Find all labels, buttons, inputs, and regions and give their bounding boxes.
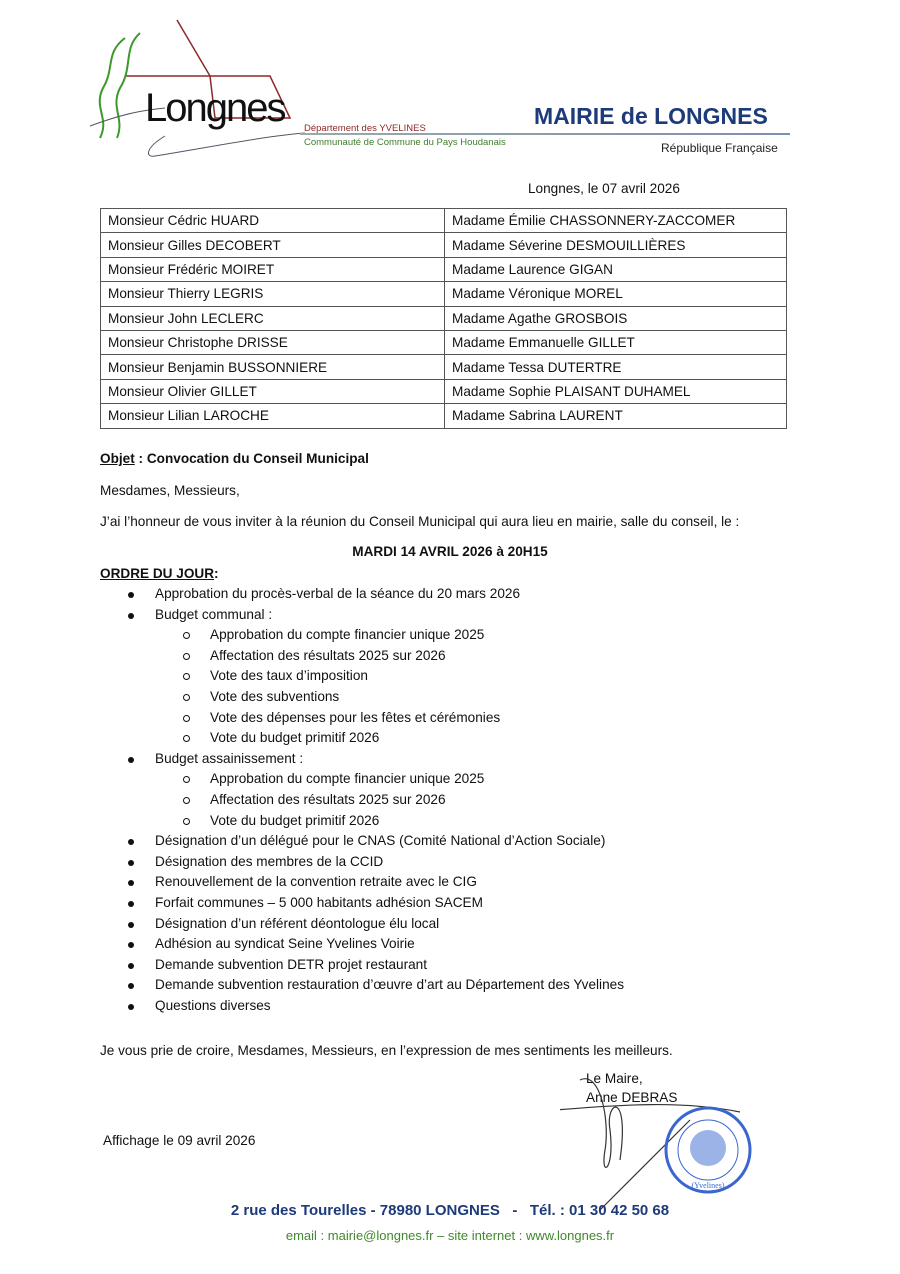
agenda-item (100, 584, 820, 605)
recipient-row (101, 379, 787, 403)
agenda-item-text: Questions diverses (155, 997, 271, 1013)
agenda-item (100, 666, 820, 687)
agenda-item-text: Renouvellement de la convention retraite avec le CIG (155, 874, 477, 890)
closing-text: Je vous prie de croire, Mesdames, Messieurs, en l’expression de mes sentiments les meilleurs. (100, 1043, 673, 1058)
agenda-list (100, 584, 820, 1016)
agenda-title-text: ORDRE DU JOUR (100, 566, 215, 581)
agenda-item-text: Budget communal : (155, 606, 273, 622)
svg-text:(Yvelines): (Yvelines) (691, 1181, 725, 1190)
recipient-monsieur: Monsieur John LECLERC (101, 306, 445, 330)
bullet-icon (128, 839, 134, 845)
recipient-monsieur: Monsieur Frédéric MOIRET (101, 257, 445, 281)
agenda-item-text: Désignation d’un délégué pour le CNAS (Comité National d’Action Sociale) (155, 833, 606, 849)
logo-wordmark: Longnes (145, 86, 285, 130)
signature-name: Anne DEBRAS (586, 1090, 678, 1105)
recipient-row (101, 257, 787, 281)
recipient-madame: Madame Emmanuelle GILLET (445, 330, 787, 354)
agenda-item-text: Approbation du procès-verbal de la séance du 20 mars 2026 (155, 586, 521, 601)
department-label: Département des YVELINES (304, 123, 426, 134)
agenda-item (100, 831, 820, 852)
subject-text: : Convocation du Conseil Municipal (134, 451, 369, 466)
bullet-icon (128, 922, 134, 928)
recipient-madame: Madame Laurence GIGAN (445, 257, 787, 281)
agenda-item-text: Vote du budget primitif 2026 (210, 812, 380, 828)
agenda-item (100, 893, 820, 914)
agenda-title (100, 566, 219, 581)
community-label: Communauté de Commune du Pays Houdanais (304, 137, 506, 148)
recipient-row (101, 404, 787, 428)
signature-role: Le Maire, (586, 1071, 643, 1086)
agenda-title-colon: : (214, 566, 219, 581)
agenda-item (100, 749, 820, 770)
agenda-item (100, 955, 820, 976)
agenda-item-text: Budget assainissement : (155, 750, 304, 766)
salutation: Mesdames, Messieurs, (100, 483, 240, 498)
agenda-item-text: Affectation des résultats 2025 sur 2026 (210, 647, 446, 663)
recipient-madame: Madame Véronique MOREL (445, 282, 787, 306)
letter-date: Longnes, le 07 avril 2026 (528, 181, 680, 196)
recipient-madame: Madame Tessa DUTERTRE (445, 355, 787, 379)
circle-bullet-icon (183, 735, 190, 742)
agenda-item (100, 872, 820, 893)
recipients-table (100, 208, 787, 429)
recipient-monsieur: Monsieur Olivier GILLET (101, 379, 445, 403)
bullet-icon (128, 880, 134, 886)
agenda-item (100, 975, 820, 996)
agenda-item (100, 708, 820, 729)
recipient-monsieur: Monsieur Christophe DRISSE (101, 330, 445, 354)
recipient-row (101, 282, 787, 306)
footer-address: 2 rue des Tourelles - 78980 LONGNES - Tél. : 01 30 42 50 68 (230, 1202, 670, 1219)
meeting-date: MARDI 14 AVRIL 2026 à 20H15 (352, 544, 548, 559)
agenda-item (100, 852, 820, 873)
circle-bullet-icon (183, 776, 190, 783)
agenda-item (100, 728, 820, 749)
agenda-item (100, 687, 820, 708)
recipient-row (101, 330, 787, 354)
recipient-row (101, 355, 787, 379)
agenda-item-text: Forfait communes – 5 000 habitants adhésion SACEM (155, 894, 483, 910)
recipient-madame: Madame Séverine DESMOUILLIÈRES (445, 233, 787, 257)
recipient-madame: Madame Émilie CHASSONNERY-ZACCOMER (445, 209, 787, 233)
agenda-item (100, 811, 820, 832)
recipient-madame: Madame Sophie PLAISANT DUHAMEL (445, 379, 787, 403)
bullet-icon (128, 592, 134, 598)
circle-bullet-icon (183, 632, 190, 639)
agenda-item-text: Approbation du compte financier unique 2025 (210, 771, 485, 787)
circle-bullet-icon (183, 694, 190, 701)
agenda-item (100, 605, 820, 626)
mairie-title: MAIRIE de LONGNES (534, 103, 768, 129)
circle-bullet-icon (183, 653, 190, 660)
agenda-item (100, 790, 820, 811)
bullet-icon (128, 860, 134, 866)
posting-date: Affichage le 09 avril 2026 (103, 1133, 256, 1148)
recipient-monsieur: Monsieur Cédric HUARD (101, 209, 445, 233)
agenda-item-text: Demande subvention restauration d’œuvre d’art au Département des Yvelines (155, 977, 624, 993)
recipient-monsieur: Monsieur Lilian LAROCHE (101, 404, 445, 428)
bullet-icon (128, 1004, 134, 1010)
subject-line (100, 451, 369, 466)
recipient-monsieur: Monsieur Gilles DECOBERT (101, 233, 445, 257)
recipient-row (101, 306, 787, 330)
agenda-item (100, 914, 820, 935)
agenda-item (100, 769, 820, 790)
recipient-row (101, 209, 787, 233)
agenda-item (100, 646, 820, 667)
circle-bullet-icon (183, 673, 190, 680)
bullet-icon (128, 901, 134, 907)
footer-contact: email : mairie@longnes.fr – site internet : www.longnes.fr (285, 1228, 615, 1243)
agenda-item-text: Demande subvention DETR projet restaurant (155, 956, 428, 972)
recipient-row (101, 233, 787, 257)
recipient-madame: Madame Agathe GROSBOIS (445, 306, 787, 330)
agenda-item-text: Affectation des résultats 2025 sur 2026 (210, 791, 446, 807)
invitation-text: J’ai l’honneur de vous inviter à la réunion du Conseil Municipal qui aura lieu en mairie, salle du conseil, le : (100, 514, 740, 529)
agenda-item-text: Vote des taux d’imposition (210, 668, 368, 684)
recipient-monsieur: Monsieur Thierry LEGRIS (101, 282, 445, 306)
republic-label: République Française (661, 141, 778, 155)
bullet-icon (128, 613, 134, 619)
bullet-icon (128, 942, 134, 948)
bullet-icon (128, 983, 134, 989)
recipient-madame: Madame Sabrina LAURENT (445, 404, 787, 428)
agenda-item-text: Approbation du compte financier unique 2025 (210, 627, 485, 643)
agenda-item-text: Désignation d’un référent déontologue élu local (155, 915, 440, 931)
signature-and-stamp (560, 1060, 760, 1220)
subject-label: Objet (100, 451, 135, 466)
circle-bullet-icon (183, 797, 190, 804)
agenda-item (100, 625, 820, 646)
recipient-monsieur: Monsieur Benjamin BUSSONNIERE (101, 355, 445, 379)
agenda-item-text: Adhésion au syndicat Seine Yvelines Voirie (155, 936, 415, 952)
agenda-item-text: Vote des dépenses pour les fêtes et cérémonies (210, 709, 501, 725)
agenda-item-text: Vote des subventions (210, 688, 340, 704)
agenda-item (100, 934, 820, 955)
agenda-item-text: Désignation des membres de la CCID (155, 853, 384, 869)
agenda-item-text: Vote du budget primitif 2026 (210, 730, 380, 746)
circle-bullet-icon (183, 715, 190, 722)
circle-bullet-icon (183, 818, 190, 825)
bullet-icon (128, 757, 134, 763)
bullet-icon (128, 963, 134, 969)
agenda-item (100, 996, 820, 1017)
